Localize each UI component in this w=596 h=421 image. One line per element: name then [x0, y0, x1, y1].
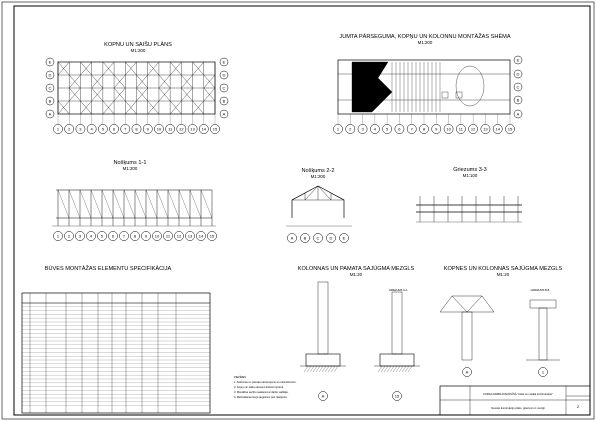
- svg-text:D: D: [48, 72, 52, 78]
- svg-text:6: 6: [112, 126, 116, 132]
- section-1-axis-bubble-12: [174, 231, 183, 240]
- mounting-scheme-axis-bubble-13: [481, 124, 490, 133]
- svg-text:C: C: [516, 84, 520, 90]
- svg-text:10: 10: [154, 233, 160, 239]
- section-1-axis-bubble-4: [86, 231, 95, 240]
- plan-scale: M1:200: [130, 48, 146, 53]
- mounting-scheme-axis-bubble-7: [407, 124, 416, 133]
- svg-text:B: B: [48, 98, 52, 104]
- node-a-axis-bubble: [319, 392, 402, 401]
- svg-text:5: 5: [101, 126, 104, 132]
- section-1-axis-bubble-1: [53, 231, 62, 240]
- svg-text:4: 4: [89, 233, 93, 239]
- svg-text:4. Metināšanas šuvju augstums: 4. Metināšanas šuvju augstums pēc rasējuma.: [234, 396, 288, 399]
- node-b-drawing: [440, 296, 560, 360]
- svg-text:B: B: [303, 235, 307, 241]
- svg-text:E: E: [222, 59, 226, 65]
- plan-axis-bubble-2: [65, 124, 74, 133]
- svg-text:15: 15: [209, 233, 215, 239]
- svg-text:4: 4: [373, 126, 376, 132]
- mounting-scheme-axis-bubble-10: [444, 124, 453, 133]
- plan-side-bubble-right-D: [220, 71, 228, 79]
- plan-drawing: [58, 62, 215, 124]
- section-1-axis-bubble-5: [97, 231, 106, 240]
- svg-text:A: A: [48, 111, 52, 117]
- section-1-axis-bubble-3: [75, 231, 84, 240]
- svg-text:7: 7: [410, 126, 413, 132]
- svg-text:1: 1: [56, 126, 60, 132]
- svg-text:14: 14: [198, 233, 204, 239]
- node-a-cut-label: GRIEZUMS A-A: [388, 289, 408, 292]
- spec-table-title: BŪVES MONTĀŽAS ELEMENTU SPECIFIKĀCIJA: [44, 266, 172, 272]
- section-2-axis-bubble-E: [339, 233, 348, 242]
- notes-heading: PIEZĪMES: [234, 376, 247, 379]
- section-1-title: Nošķums 1-1: [113, 160, 147, 166]
- mounting-scheme-title: JUMTA PĀRSEGUMA, KOPŅU UN KOLONNU MONTĀŽAS SHĒMA: [339, 34, 511, 40]
- mounting-scheme-axis-bubble-6: [395, 124, 404, 133]
- mounting-scheme-axis-bubble-4: [370, 124, 379, 133]
- mounting-scheme-axis-bubble-2: [346, 124, 355, 133]
- plan-axis-bubbles: [53, 124, 219, 133]
- mounting-scheme-side-bubble-B: [514, 96, 522, 104]
- title-block-course: KURSA DARBA DISCIPLĪNĀ "Koka un metāla konstrukcijas": [483, 393, 553, 396]
- svg-text:11: 11: [458, 126, 463, 132]
- svg-text:12: 12: [179, 126, 184, 132]
- plan-side-bubble-right-A: [220, 110, 228, 118]
- section-1-axis-bubble-15: [207, 231, 216, 240]
- svg-text:6: 6: [398, 126, 401, 132]
- section-1-axis-bubble-10: [152, 231, 161, 240]
- notes-lines: [234, 380, 297, 399]
- svg-text:11: 11: [165, 233, 171, 239]
- svg-text:4: 4: [90, 126, 93, 132]
- section-1-axis-bubble-6: [108, 231, 117, 240]
- section-2-axis-bubbles: [287, 233, 348, 242]
- section-2-axis-bubble-D: [326, 233, 335, 242]
- svg-text:C: C: [316, 235, 320, 241]
- svg-text:9: 9: [435, 126, 438, 132]
- section-1-axis-bubble-8: [130, 231, 139, 240]
- svg-text:6: 6: [111, 233, 115, 239]
- section-1-axis-bubble-14: [196, 231, 205, 240]
- svg-text:8: 8: [422, 126, 426, 132]
- title-block-drawing: Nesošo konstrukciju plāns, griezumi un mezgli: [491, 407, 545, 410]
- svg-text:E: E: [342, 235, 346, 241]
- svg-text:C: C: [222, 85, 226, 91]
- mounting-scheme-side-bubble-D: [514, 70, 522, 78]
- section-2-axis-bubble-C: [313, 233, 322, 242]
- svg-text:1: 1: [336, 126, 340, 132]
- svg-text:5: 5: [386, 126, 389, 132]
- section-2-axis-bubble-B: [300, 233, 309, 242]
- mounting-scheme-axis-bubble-8: [419, 124, 428, 133]
- svg-text:8: 8: [133, 233, 137, 239]
- svg-text:3. Montāžas secību saskaņot ar: 3. Montāžas secību saskaņot ar darbu vadītāju.: [234, 391, 289, 394]
- svg-text:2: 2: [349, 126, 352, 132]
- svg-text:2: 2: [67, 233, 71, 239]
- svg-text:13: 13: [187, 233, 193, 239]
- plan-axis-bubble-10: [154, 124, 163, 133]
- spec-table: [22, 293, 210, 413]
- node-b-scale: M1:20: [496, 272, 510, 277]
- node-b-cut-label: GRIEZUMS B-B: [530, 289, 550, 292]
- svg-text:14: 14: [201, 126, 207, 132]
- node-a-drawing: [300, 282, 420, 372]
- svg-text:A: A: [321, 393, 325, 399]
- svg-text:A: A: [465, 369, 469, 375]
- svg-text:15: 15: [394, 393, 400, 399]
- svg-text:E: E: [516, 57, 520, 63]
- svg-text:9: 9: [146, 126, 149, 132]
- svg-text:D: D: [222, 72, 226, 78]
- plan-side-bubble-right-E: [220, 58, 228, 66]
- inner-frame: [14, 6, 590, 415]
- plan-side-bubble-left-C: [46, 84, 54, 92]
- svg-text:1: 1: [56, 233, 60, 239]
- plan-axis-bubble-3: [76, 124, 85, 133]
- svg-text:10: 10: [446, 126, 451, 132]
- mounting-scheme-drawing: [338, 60, 510, 124]
- svg-text:5: 5: [100, 233, 104, 239]
- mounting-scheme-axis-bubble-12: [469, 124, 478, 133]
- mounting-scheme-axis-bubble-15: [505, 124, 514, 133]
- plan-axis-bubble-1: [53, 124, 62, 133]
- plan-side-bubble-left-B: [46, 97, 54, 105]
- svg-text:A: A: [516, 111, 520, 117]
- node-b-title: KOPNES UN KOLONNAS SAJŪGMA MEZGLS: [443, 266, 563, 272]
- svg-text:E: E: [48, 59, 52, 65]
- svg-text:A: A: [222, 111, 226, 117]
- section-1-drawing: [52, 190, 216, 226]
- plan-axis-bubble-6: [109, 124, 118, 133]
- node-a-title: KOLONNAS UN PAMATA SAJŪGMA MEZGLS: [297, 266, 415, 272]
- plan-side-bubble-right-B: [220, 97, 228, 105]
- mounting-scheme-axis-bubble-5: [383, 124, 392, 133]
- mounting-scheme-side-bubbles: [514, 56, 522, 118]
- title-block: [440, 386, 590, 415]
- section-2-scale: M1:200: [310, 174, 326, 179]
- svg-text:15: 15: [507, 126, 513, 132]
- mounting-scheme-side-bubble-C: [514, 83, 522, 91]
- mounting-scheme-scale: M1:200: [417, 40, 433, 45]
- mounting-scheme-axis-bubble-14: [493, 124, 502, 133]
- section-1-axis-bubbles: [53, 231, 216, 240]
- mounting-scheme-side-bubble-E: [514, 56, 522, 64]
- plan-axis-bubble-5: [98, 124, 107, 133]
- plan-side-bubble-left-A: [46, 110, 54, 118]
- section-1-axis-bubble-11: [163, 231, 172, 240]
- svg-text:2. Kopņu un saišu elementi krā: 2. Kopņu un saišu elementi krāsoti rūpnīcā.: [234, 386, 284, 389]
- svg-text:A: A: [290, 235, 294, 241]
- plan-side-bubble-right-C: [220, 84, 228, 92]
- plan-axis-bubble-11: [166, 124, 175, 133]
- svg-text:D: D: [329, 235, 333, 241]
- svg-text:9: 9: [144, 233, 148, 239]
- svg-text:14: 14: [495, 126, 500, 132]
- svg-text:15: 15: [212, 126, 218, 132]
- svg-text:12: 12: [176, 233, 182, 239]
- svg-text:7: 7: [122, 233, 126, 239]
- plan-axis-bubble-14: [199, 124, 208, 133]
- svg-text:2: 2: [68, 126, 71, 132]
- svg-text:12: 12: [470, 126, 476, 132]
- svg-text:1. Kolonnas un pamata savienoj: 1. Kolonnas un pamata savienojums ar enkurskrūvēm.: [234, 381, 297, 384]
- section-1-axis-bubble-9: [141, 231, 150, 240]
- section-3-scale: M1:100: [462, 173, 478, 178]
- plan-axis-bubble-9: [143, 124, 152, 133]
- svg-text:10: 10: [156, 126, 162, 132]
- mounting-scheme-axis-bubble-9: [432, 124, 441, 133]
- node-b-axis-bubble: [463, 368, 548, 377]
- plan-axis-bubble-15: [210, 124, 219, 133]
- node-a-scale: M1:20: [349, 272, 363, 277]
- plan-side-bubble-left-E: [46, 58, 54, 66]
- svg-text:3: 3: [78, 233, 82, 239]
- svg-text:11: 11: [168, 126, 173, 132]
- svg-text:8: 8: [135, 126, 138, 132]
- svg-text:C: C: [48, 85, 52, 91]
- section-2-axis-bubble-A: [287, 233, 296, 242]
- section-3-drawing: [416, 196, 522, 222]
- svg-text:13: 13: [190, 126, 195, 132]
- plan-axis-bubble-12: [177, 124, 186, 133]
- svg-text:D: D: [516, 71, 520, 77]
- mounting-scheme-axis-bubbles: [333, 124, 514, 133]
- svg-text:13: 13: [483, 126, 488, 132]
- section-2-title: Nošķums 2-2: [301, 168, 335, 174]
- plan-axis-bubble-8: [132, 124, 141, 133]
- section-1-axis-bubble-7: [119, 231, 128, 240]
- title-block-sheet: 2: [576, 404, 580, 409]
- plan-axis-bubble-13: [188, 124, 197, 133]
- svg-text:1: 1: [541, 369, 545, 375]
- svg-text:B: B: [516, 97, 520, 103]
- plan-side-bubble-left-D: [46, 71, 54, 79]
- section-3-title: Griezums 3-3: [453, 167, 487, 173]
- plan-title: KOPNU UN SAIŠU PLĀNS: [104, 42, 172, 48]
- mounting-scheme-side-bubble-A: [514, 110, 522, 118]
- mounting-scheme-axis-bubble-3: [358, 124, 367, 133]
- section-2-drawing: [286, 186, 352, 226]
- plan-axis-bubble-7: [121, 124, 130, 133]
- plan-axis-bubble-4: [87, 124, 96, 133]
- section-1-axis-bubble-2: [64, 231, 73, 240]
- mounting-scheme-axis-bubble-1: [333, 124, 342, 133]
- mounting-scheme-axis-bubble-11: [456, 124, 465, 133]
- section-1-axis-bubble-13: [185, 231, 194, 240]
- svg-text:3: 3: [361, 126, 364, 132]
- svg-text:B: B: [222, 98, 226, 104]
- section-1-scale: M1:200: [122, 166, 138, 171]
- svg-text:7: 7: [124, 126, 127, 132]
- svg-text:3: 3: [79, 126, 82, 132]
